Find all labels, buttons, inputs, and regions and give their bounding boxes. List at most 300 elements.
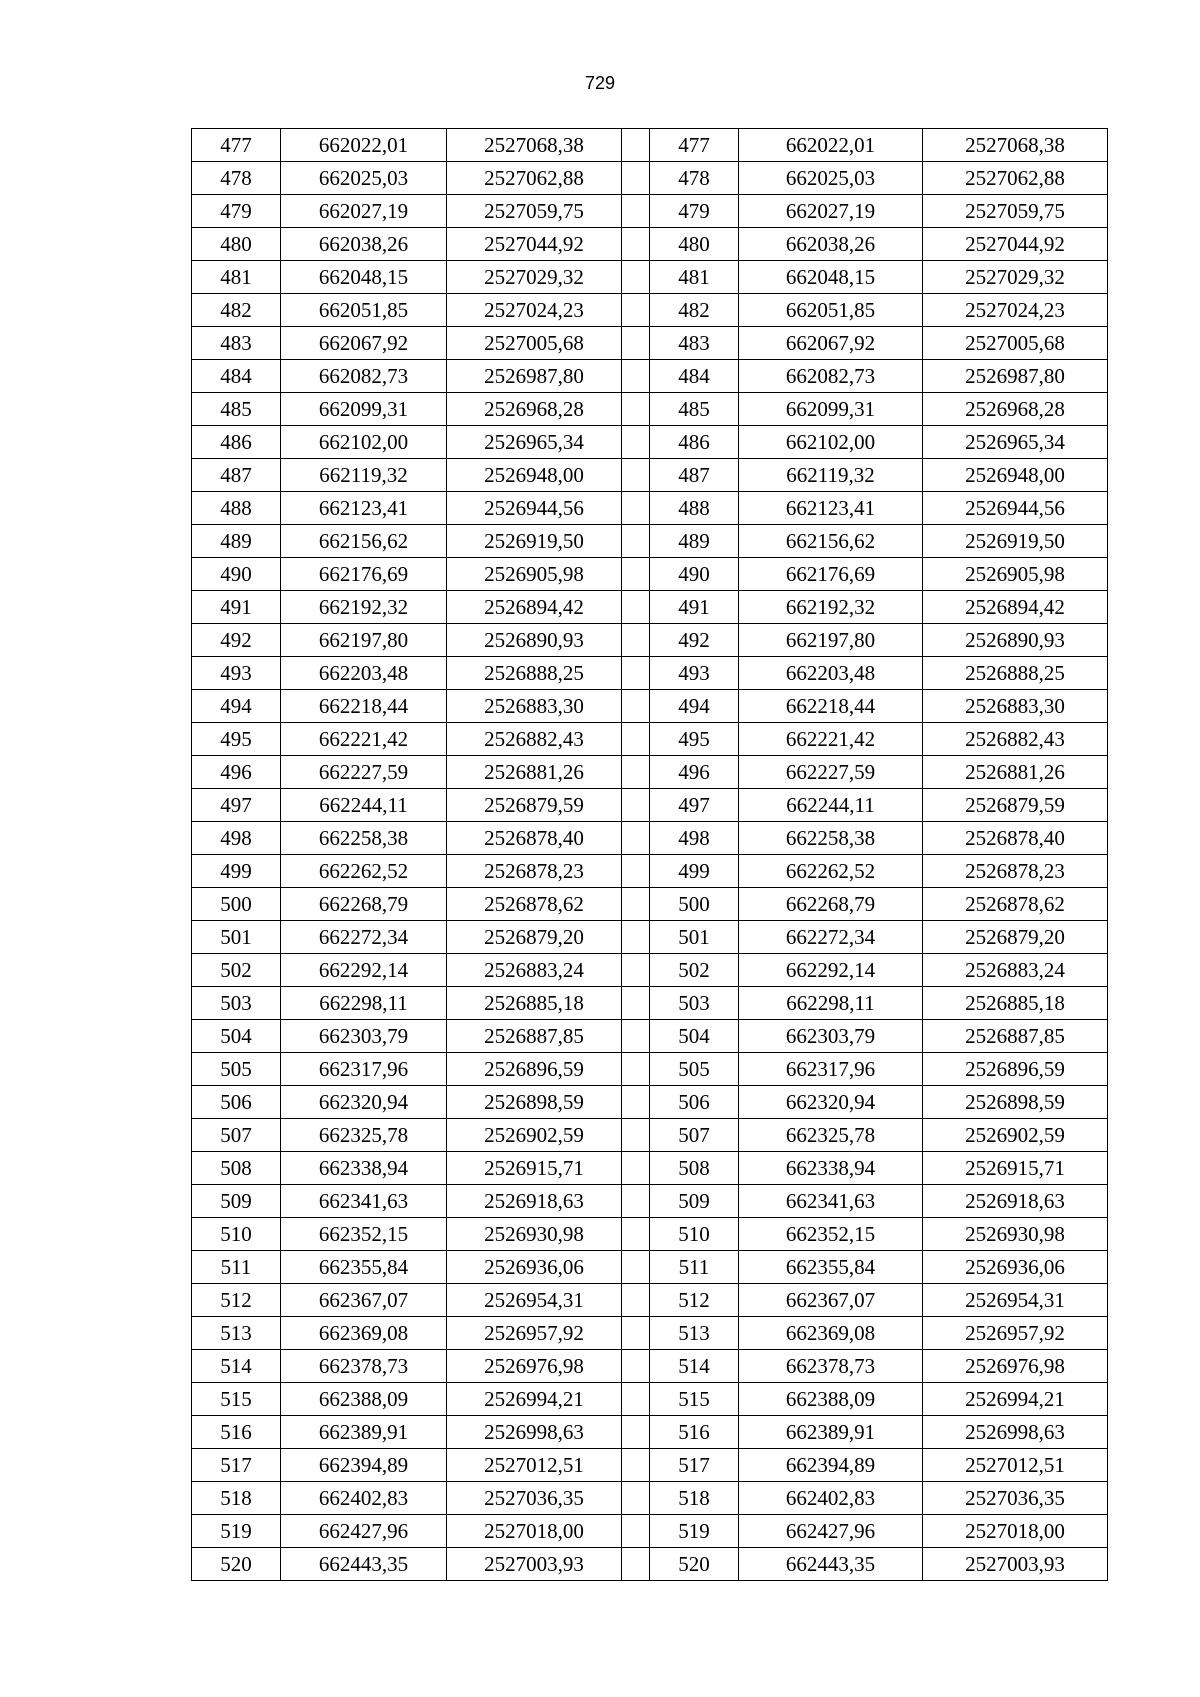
table-row (192, 1119, 1108, 1152)
left-x-coordinate-cell: 662292,14 (281, 954, 447, 987)
left-x-coordinate-cell: 662341,63 (281, 1185, 447, 1218)
left-point-number-cell: 504 (192, 1020, 281, 1053)
left-point-number-cell: 477 (192, 129, 281, 162)
table-row (192, 756, 1108, 789)
table-row (192, 426, 1108, 459)
left-x-coordinate-cell: 662369,08 (281, 1317, 447, 1350)
left-y-coordinate-cell: 2526994,21 (447, 1383, 622, 1416)
table-row (192, 1515, 1108, 1548)
right-x-coordinate-cell: 662272,34 (739, 921, 923, 954)
right-y-coordinate-cell: 2526878,23 (923, 855, 1108, 888)
separator-cell (622, 1218, 650, 1251)
right-point-number-cell: 490 (650, 558, 739, 591)
right-point-number-cell: 510 (650, 1218, 739, 1251)
right-y-coordinate-cell: 2526954,31 (923, 1284, 1108, 1317)
right-x-coordinate-cell: 662427,96 (739, 1515, 923, 1548)
table-row (192, 360, 1108, 393)
table-row (192, 1548, 1108, 1581)
table-row (192, 195, 1108, 228)
left-point-number-cell: 495 (192, 723, 281, 756)
right-y-coordinate-cell: 2527003,93 (923, 1548, 1108, 1581)
left-y-coordinate-cell: 2526883,30 (447, 690, 622, 723)
left-x-coordinate-cell: 662352,15 (281, 1218, 447, 1251)
left-y-coordinate-cell: 2526896,59 (447, 1053, 622, 1086)
right-y-coordinate-cell: 2526965,34 (923, 426, 1108, 459)
right-point-number-cell: 477 (650, 129, 739, 162)
right-x-coordinate-cell: 662394,89 (739, 1449, 923, 1482)
left-point-number-cell: 492 (192, 624, 281, 657)
table-row (192, 822, 1108, 855)
left-x-coordinate-cell: 662027,19 (281, 195, 447, 228)
left-y-coordinate-cell: 2526919,50 (447, 525, 622, 558)
left-x-coordinate-cell: 662389,91 (281, 1416, 447, 1449)
right-x-coordinate-cell: 662099,31 (739, 393, 923, 426)
right-x-coordinate-cell: 662320,94 (739, 1086, 923, 1119)
right-y-coordinate-cell: 2527029,32 (923, 261, 1108, 294)
left-y-coordinate-cell: 2526915,71 (447, 1152, 622, 1185)
left-y-coordinate-cell: 2527012,51 (447, 1449, 622, 1482)
left-y-coordinate-cell: 2527003,93 (447, 1548, 622, 1581)
left-x-coordinate-cell: 662218,44 (281, 690, 447, 723)
right-y-coordinate-cell: 2526885,18 (923, 987, 1108, 1020)
left-point-number-cell: 481 (192, 261, 281, 294)
right-y-coordinate-cell: 2526888,25 (923, 657, 1108, 690)
left-y-coordinate-cell: 2526879,59 (447, 789, 622, 822)
table-row (192, 690, 1108, 723)
separator-cell (622, 822, 650, 855)
left-point-number-cell: 486 (192, 426, 281, 459)
coordinates-table (191, 128, 1108, 1581)
right-point-number-cell: 495 (650, 723, 739, 756)
left-y-coordinate-cell: 2526890,93 (447, 624, 622, 657)
left-point-number-cell: 512 (192, 1284, 281, 1317)
left-x-coordinate-cell: 662025,03 (281, 162, 447, 195)
right-y-coordinate-cell: 2526944,56 (923, 492, 1108, 525)
left-x-coordinate-cell: 662262,52 (281, 855, 447, 888)
left-point-number-cell: 510 (192, 1218, 281, 1251)
right-y-coordinate-cell: 2526998,63 (923, 1416, 1108, 1449)
right-point-number-cell: 491 (650, 591, 739, 624)
separator-cell (622, 459, 650, 492)
right-x-coordinate-cell: 662369,08 (739, 1317, 923, 1350)
right-x-coordinate-cell: 662388,09 (739, 1383, 923, 1416)
left-point-number-cell: 491 (192, 591, 281, 624)
right-point-number-cell: 501 (650, 921, 739, 954)
right-y-coordinate-cell: 2526915,71 (923, 1152, 1108, 1185)
separator-cell (622, 723, 650, 756)
right-y-coordinate-cell: 2526987,80 (923, 360, 1108, 393)
table-row (192, 459, 1108, 492)
left-x-coordinate-cell: 662197,80 (281, 624, 447, 657)
separator-cell (622, 1317, 650, 1350)
table-row (192, 789, 1108, 822)
separator-cell (622, 1482, 650, 1515)
left-point-number-cell: 487 (192, 459, 281, 492)
right-y-coordinate-cell: 2527005,68 (923, 327, 1108, 360)
separator-cell (622, 987, 650, 1020)
separator-cell (622, 789, 650, 822)
left-point-number-cell: 508 (192, 1152, 281, 1185)
table-row (192, 1053, 1108, 1086)
left-point-number-cell: 517 (192, 1449, 281, 1482)
separator-cell (622, 1152, 650, 1185)
left-y-coordinate-cell: 2526930,98 (447, 1218, 622, 1251)
right-x-coordinate-cell: 662268,79 (739, 888, 923, 921)
separator-cell (622, 921, 650, 954)
right-point-number-cell: 494 (650, 690, 739, 723)
right-x-coordinate-cell: 662258,38 (739, 822, 923, 855)
right-point-number-cell: 482 (650, 294, 739, 327)
left-point-number-cell: 482 (192, 294, 281, 327)
right-y-coordinate-cell: 2526879,20 (923, 921, 1108, 954)
separator-cell (622, 690, 650, 723)
table-row (192, 261, 1108, 294)
right-y-coordinate-cell: 2526879,59 (923, 789, 1108, 822)
left-x-coordinate-cell: 662388,09 (281, 1383, 447, 1416)
right-y-coordinate-cell: 2527012,51 (923, 1449, 1108, 1482)
left-y-coordinate-cell: 2526998,63 (447, 1416, 622, 1449)
table-row (192, 723, 1108, 756)
table-row (192, 558, 1108, 591)
right-y-coordinate-cell: 2527024,23 (923, 294, 1108, 327)
separator-cell (622, 1383, 650, 1416)
left-x-coordinate-cell: 662099,31 (281, 393, 447, 426)
right-x-coordinate-cell: 662051,85 (739, 294, 923, 327)
right-y-coordinate-cell: 2526994,21 (923, 1383, 1108, 1416)
right-point-number-cell: 488 (650, 492, 739, 525)
right-point-number-cell: 515 (650, 1383, 739, 1416)
separator-cell (622, 1251, 650, 1284)
right-point-number-cell: 514 (650, 1350, 739, 1383)
separator-cell (622, 1416, 650, 1449)
right-point-number-cell: 498 (650, 822, 739, 855)
right-x-coordinate-cell: 662119,32 (739, 459, 923, 492)
right-point-number-cell: 520 (650, 1548, 739, 1581)
separator-cell (622, 525, 650, 558)
right-point-number-cell: 505 (650, 1053, 739, 1086)
right-point-number-cell: 492 (650, 624, 739, 657)
right-y-coordinate-cell: 2527068,38 (923, 129, 1108, 162)
right-point-number-cell: 500 (650, 888, 739, 921)
left-point-number-cell: 479 (192, 195, 281, 228)
right-y-coordinate-cell: 2526896,59 (923, 1053, 1108, 1086)
separator-cell (622, 294, 650, 327)
right-point-number-cell: 518 (650, 1482, 739, 1515)
left-y-coordinate-cell: 2526878,40 (447, 822, 622, 855)
left-point-number-cell: 515 (192, 1383, 281, 1416)
left-y-coordinate-cell: 2526879,20 (447, 921, 622, 954)
left-x-coordinate-cell: 662325,78 (281, 1119, 447, 1152)
left-y-coordinate-cell: 2526948,00 (447, 459, 622, 492)
table-row (192, 1086, 1108, 1119)
left-x-coordinate-cell: 662298,11 (281, 987, 447, 1020)
left-x-coordinate-cell: 662338,94 (281, 1152, 447, 1185)
right-x-coordinate-cell: 662048,15 (739, 261, 923, 294)
separator-cell (622, 426, 650, 459)
left-y-coordinate-cell: 2527044,92 (447, 228, 622, 261)
left-x-coordinate-cell: 662022,01 (281, 129, 447, 162)
separator-cell (622, 1350, 650, 1383)
left-y-coordinate-cell: 2527018,00 (447, 1515, 622, 1548)
left-point-number-cell: 518 (192, 1482, 281, 1515)
right-y-coordinate-cell: 2526936,06 (923, 1251, 1108, 1284)
left-y-coordinate-cell: 2526957,92 (447, 1317, 622, 1350)
separator-cell (622, 1284, 650, 1317)
left-x-coordinate-cell: 662355,84 (281, 1251, 447, 1284)
left-y-coordinate-cell: 2527036,35 (447, 1482, 622, 1515)
separator-cell (622, 1548, 650, 1581)
left-y-coordinate-cell: 2526918,63 (447, 1185, 622, 1218)
right-x-coordinate-cell: 662022,01 (739, 129, 923, 162)
separator-cell (622, 195, 650, 228)
separator-cell (622, 1185, 650, 1218)
left-y-coordinate-cell: 2527024,23 (447, 294, 622, 327)
table-row (192, 921, 1108, 954)
left-x-coordinate-cell: 662258,38 (281, 822, 447, 855)
table-row (192, 657, 1108, 690)
left-y-coordinate-cell: 2526882,43 (447, 723, 622, 756)
left-y-coordinate-cell: 2526878,62 (447, 888, 622, 921)
right-y-coordinate-cell: 2527062,88 (923, 162, 1108, 195)
right-y-coordinate-cell: 2526882,43 (923, 723, 1108, 756)
right-x-coordinate-cell: 662262,52 (739, 855, 923, 888)
right-point-number-cell: 512 (650, 1284, 739, 1317)
left-point-number-cell: 502 (192, 954, 281, 987)
table-row (192, 1218, 1108, 1251)
left-x-coordinate-cell: 662123,41 (281, 492, 447, 525)
left-y-coordinate-cell: 2527005,68 (447, 327, 622, 360)
left-y-coordinate-cell: 2527059,75 (447, 195, 622, 228)
separator-cell (622, 1449, 650, 1482)
right-point-number-cell: 480 (650, 228, 739, 261)
left-point-number-cell: 520 (192, 1548, 281, 1581)
right-point-number-cell: 483 (650, 327, 739, 360)
separator-cell (622, 261, 650, 294)
right-point-number-cell: 504 (650, 1020, 739, 1053)
left-point-number-cell: 513 (192, 1317, 281, 1350)
coordinates-table-body (192, 129, 1108, 1581)
right-point-number-cell: 484 (650, 360, 739, 393)
left-point-number-cell: 478 (192, 162, 281, 195)
right-point-number-cell: 486 (650, 426, 739, 459)
right-x-coordinate-cell: 662443,35 (739, 1548, 923, 1581)
separator-cell (622, 591, 650, 624)
left-x-coordinate-cell: 662378,73 (281, 1350, 447, 1383)
left-point-number-cell: 480 (192, 228, 281, 261)
left-point-number-cell: 511 (192, 1251, 281, 1284)
table-row (192, 1350, 1108, 1383)
separator-cell (622, 888, 650, 921)
left-point-number-cell: 489 (192, 525, 281, 558)
table-row (192, 954, 1108, 987)
right-y-coordinate-cell: 2526894,42 (923, 591, 1108, 624)
left-x-coordinate-cell: 662082,73 (281, 360, 447, 393)
left-x-coordinate-cell: 662268,79 (281, 888, 447, 921)
right-point-number-cell: 513 (650, 1317, 739, 1350)
table-row (192, 1449, 1108, 1482)
right-x-coordinate-cell: 662082,73 (739, 360, 923, 393)
right-y-coordinate-cell: 2527044,92 (923, 228, 1108, 261)
right-point-number-cell: 497 (650, 789, 739, 822)
left-point-number-cell: 484 (192, 360, 281, 393)
right-point-number-cell: 502 (650, 954, 739, 987)
left-x-coordinate-cell: 662067,92 (281, 327, 447, 360)
right-y-coordinate-cell: 2527059,75 (923, 195, 1108, 228)
left-x-coordinate-cell: 662119,32 (281, 459, 447, 492)
left-y-coordinate-cell: 2526881,26 (447, 756, 622, 789)
right-y-coordinate-cell: 2526881,26 (923, 756, 1108, 789)
right-y-coordinate-cell: 2526883,24 (923, 954, 1108, 987)
left-x-coordinate-cell: 662402,83 (281, 1482, 447, 1515)
table-row (192, 1416, 1108, 1449)
left-x-coordinate-cell: 662156,62 (281, 525, 447, 558)
right-point-number-cell: 511 (650, 1251, 739, 1284)
right-point-number-cell: 516 (650, 1416, 739, 1449)
left-y-coordinate-cell: 2526888,25 (447, 657, 622, 690)
left-point-number-cell: 488 (192, 492, 281, 525)
left-point-number-cell: 490 (192, 558, 281, 591)
separator-cell (622, 756, 650, 789)
left-x-coordinate-cell: 662192,32 (281, 591, 447, 624)
separator-cell (622, 1119, 650, 1152)
left-x-coordinate-cell: 662038,26 (281, 228, 447, 261)
left-point-number-cell: 505 (192, 1053, 281, 1086)
left-x-coordinate-cell: 662048,15 (281, 261, 447, 294)
left-y-coordinate-cell: 2526902,59 (447, 1119, 622, 1152)
right-x-coordinate-cell: 662221,42 (739, 723, 923, 756)
separator-cell (622, 327, 650, 360)
left-point-number-cell: 485 (192, 393, 281, 426)
left-point-number-cell: 497 (192, 789, 281, 822)
separator-cell (622, 492, 650, 525)
right-point-number-cell: 496 (650, 756, 739, 789)
right-x-coordinate-cell: 662203,48 (739, 657, 923, 690)
left-y-coordinate-cell: 2526887,85 (447, 1020, 622, 1053)
left-point-number-cell: 509 (192, 1185, 281, 1218)
table-row (192, 1020, 1108, 1053)
right-x-coordinate-cell: 662156,62 (739, 525, 923, 558)
left-x-coordinate-cell: 662303,79 (281, 1020, 447, 1053)
right-y-coordinate-cell: 2526930,98 (923, 1218, 1108, 1251)
right-y-coordinate-cell: 2526948,00 (923, 459, 1108, 492)
left-x-coordinate-cell: 662317,96 (281, 1053, 447, 1086)
right-point-number-cell: 508 (650, 1152, 739, 1185)
table-row (192, 1383, 1108, 1416)
separator-cell (622, 954, 650, 987)
separator-cell (622, 1053, 650, 1086)
right-y-coordinate-cell: 2526919,50 (923, 525, 1108, 558)
right-y-coordinate-cell: 2526878,40 (923, 822, 1108, 855)
right-x-coordinate-cell: 662192,32 (739, 591, 923, 624)
left-x-coordinate-cell: 662221,42 (281, 723, 447, 756)
right-x-coordinate-cell: 662227,59 (739, 756, 923, 789)
table-row (192, 591, 1108, 624)
left-y-coordinate-cell: 2527068,38 (447, 129, 622, 162)
right-point-number-cell: 499 (650, 855, 739, 888)
left-y-coordinate-cell: 2526976,98 (447, 1350, 622, 1383)
right-x-coordinate-cell: 662102,00 (739, 426, 923, 459)
right-y-coordinate-cell: 2526890,93 (923, 624, 1108, 657)
right-point-number-cell: 487 (650, 459, 739, 492)
right-y-coordinate-cell: 2526887,85 (923, 1020, 1108, 1053)
right-point-number-cell: 478 (650, 162, 739, 195)
left-y-coordinate-cell: 2526987,80 (447, 360, 622, 393)
table-row (192, 1317, 1108, 1350)
left-point-number-cell: 514 (192, 1350, 281, 1383)
right-x-coordinate-cell: 662292,14 (739, 954, 923, 987)
separator-cell (622, 657, 650, 690)
left-y-coordinate-cell: 2526905,98 (447, 558, 622, 591)
right-y-coordinate-cell: 2526968,28 (923, 393, 1108, 426)
right-point-number-cell: 519 (650, 1515, 739, 1548)
left-point-number-cell: 498 (192, 822, 281, 855)
table-row (192, 987, 1108, 1020)
right-point-number-cell: 509 (650, 1185, 739, 1218)
right-point-number-cell: 493 (650, 657, 739, 690)
separator-cell (622, 360, 650, 393)
left-point-number-cell: 519 (192, 1515, 281, 1548)
left-x-coordinate-cell: 662051,85 (281, 294, 447, 327)
table-row (192, 624, 1108, 657)
table-row (192, 1152, 1108, 1185)
right-x-coordinate-cell: 662341,63 (739, 1185, 923, 1218)
left-y-coordinate-cell: 2526878,23 (447, 855, 622, 888)
left-x-coordinate-cell: 662427,96 (281, 1515, 447, 1548)
left-point-number-cell: 499 (192, 855, 281, 888)
table-row (192, 1482, 1108, 1515)
left-point-number-cell: 494 (192, 690, 281, 723)
table-row (192, 492, 1108, 525)
left-point-number-cell: 500 (192, 888, 281, 921)
left-point-number-cell: 503 (192, 987, 281, 1020)
right-y-coordinate-cell: 2526905,98 (923, 558, 1108, 591)
separator-cell (622, 393, 650, 426)
right-point-number-cell: 506 (650, 1086, 739, 1119)
table-row (192, 855, 1108, 888)
left-point-number-cell: 501 (192, 921, 281, 954)
right-x-coordinate-cell: 662067,92 (739, 327, 923, 360)
right-x-coordinate-cell: 662389,91 (739, 1416, 923, 1449)
right-x-coordinate-cell: 662218,44 (739, 690, 923, 723)
left-y-coordinate-cell: 2527029,32 (447, 261, 622, 294)
right-point-number-cell: 507 (650, 1119, 739, 1152)
right-x-coordinate-cell: 662355,84 (739, 1251, 923, 1284)
left-point-number-cell: 483 (192, 327, 281, 360)
table-row (192, 1185, 1108, 1218)
table-row (192, 1251, 1108, 1284)
right-x-coordinate-cell: 662197,80 (739, 624, 923, 657)
right-y-coordinate-cell: 2526883,30 (923, 690, 1108, 723)
right-point-number-cell: 479 (650, 195, 739, 228)
left-y-coordinate-cell: 2526898,59 (447, 1086, 622, 1119)
left-x-coordinate-cell: 662367,07 (281, 1284, 447, 1317)
left-y-coordinate-cell: 2526965,34 (447, 426, 622, 459)
separator-cell (622, 129, 650, 162)
left-x-coordinate-cell: 662227,59 (281, 756, 447, 789)
table-row (192, 129, 1108, 162)
left-x-coordinate-cell: 662320,94 (281, 1086, 447, 1119)
left-x-coordinate-cell: 662272,34 (281, 921, 447, 954)
table-row (192, 294, 1108, 327)
left-point-number-cell: 496 (192, 756, 281, 789)
right-y-coordinate-cell: 2526957,92 (923, 1317, 1108, 1350)
table-row (192, 525, 1108, 558)
left-y-coordinate-cell: 2526968,28 (447, 393, 622, 426)
table-row (192, 1284, 1108, 1317)
right-y-coordinate-cell: 2526976,98 (923, 1350, 1108, 1383)
separator-cell (622, 228, 650, 261)
right-point-number-cell: 481 (650, 261, 739, 294)
